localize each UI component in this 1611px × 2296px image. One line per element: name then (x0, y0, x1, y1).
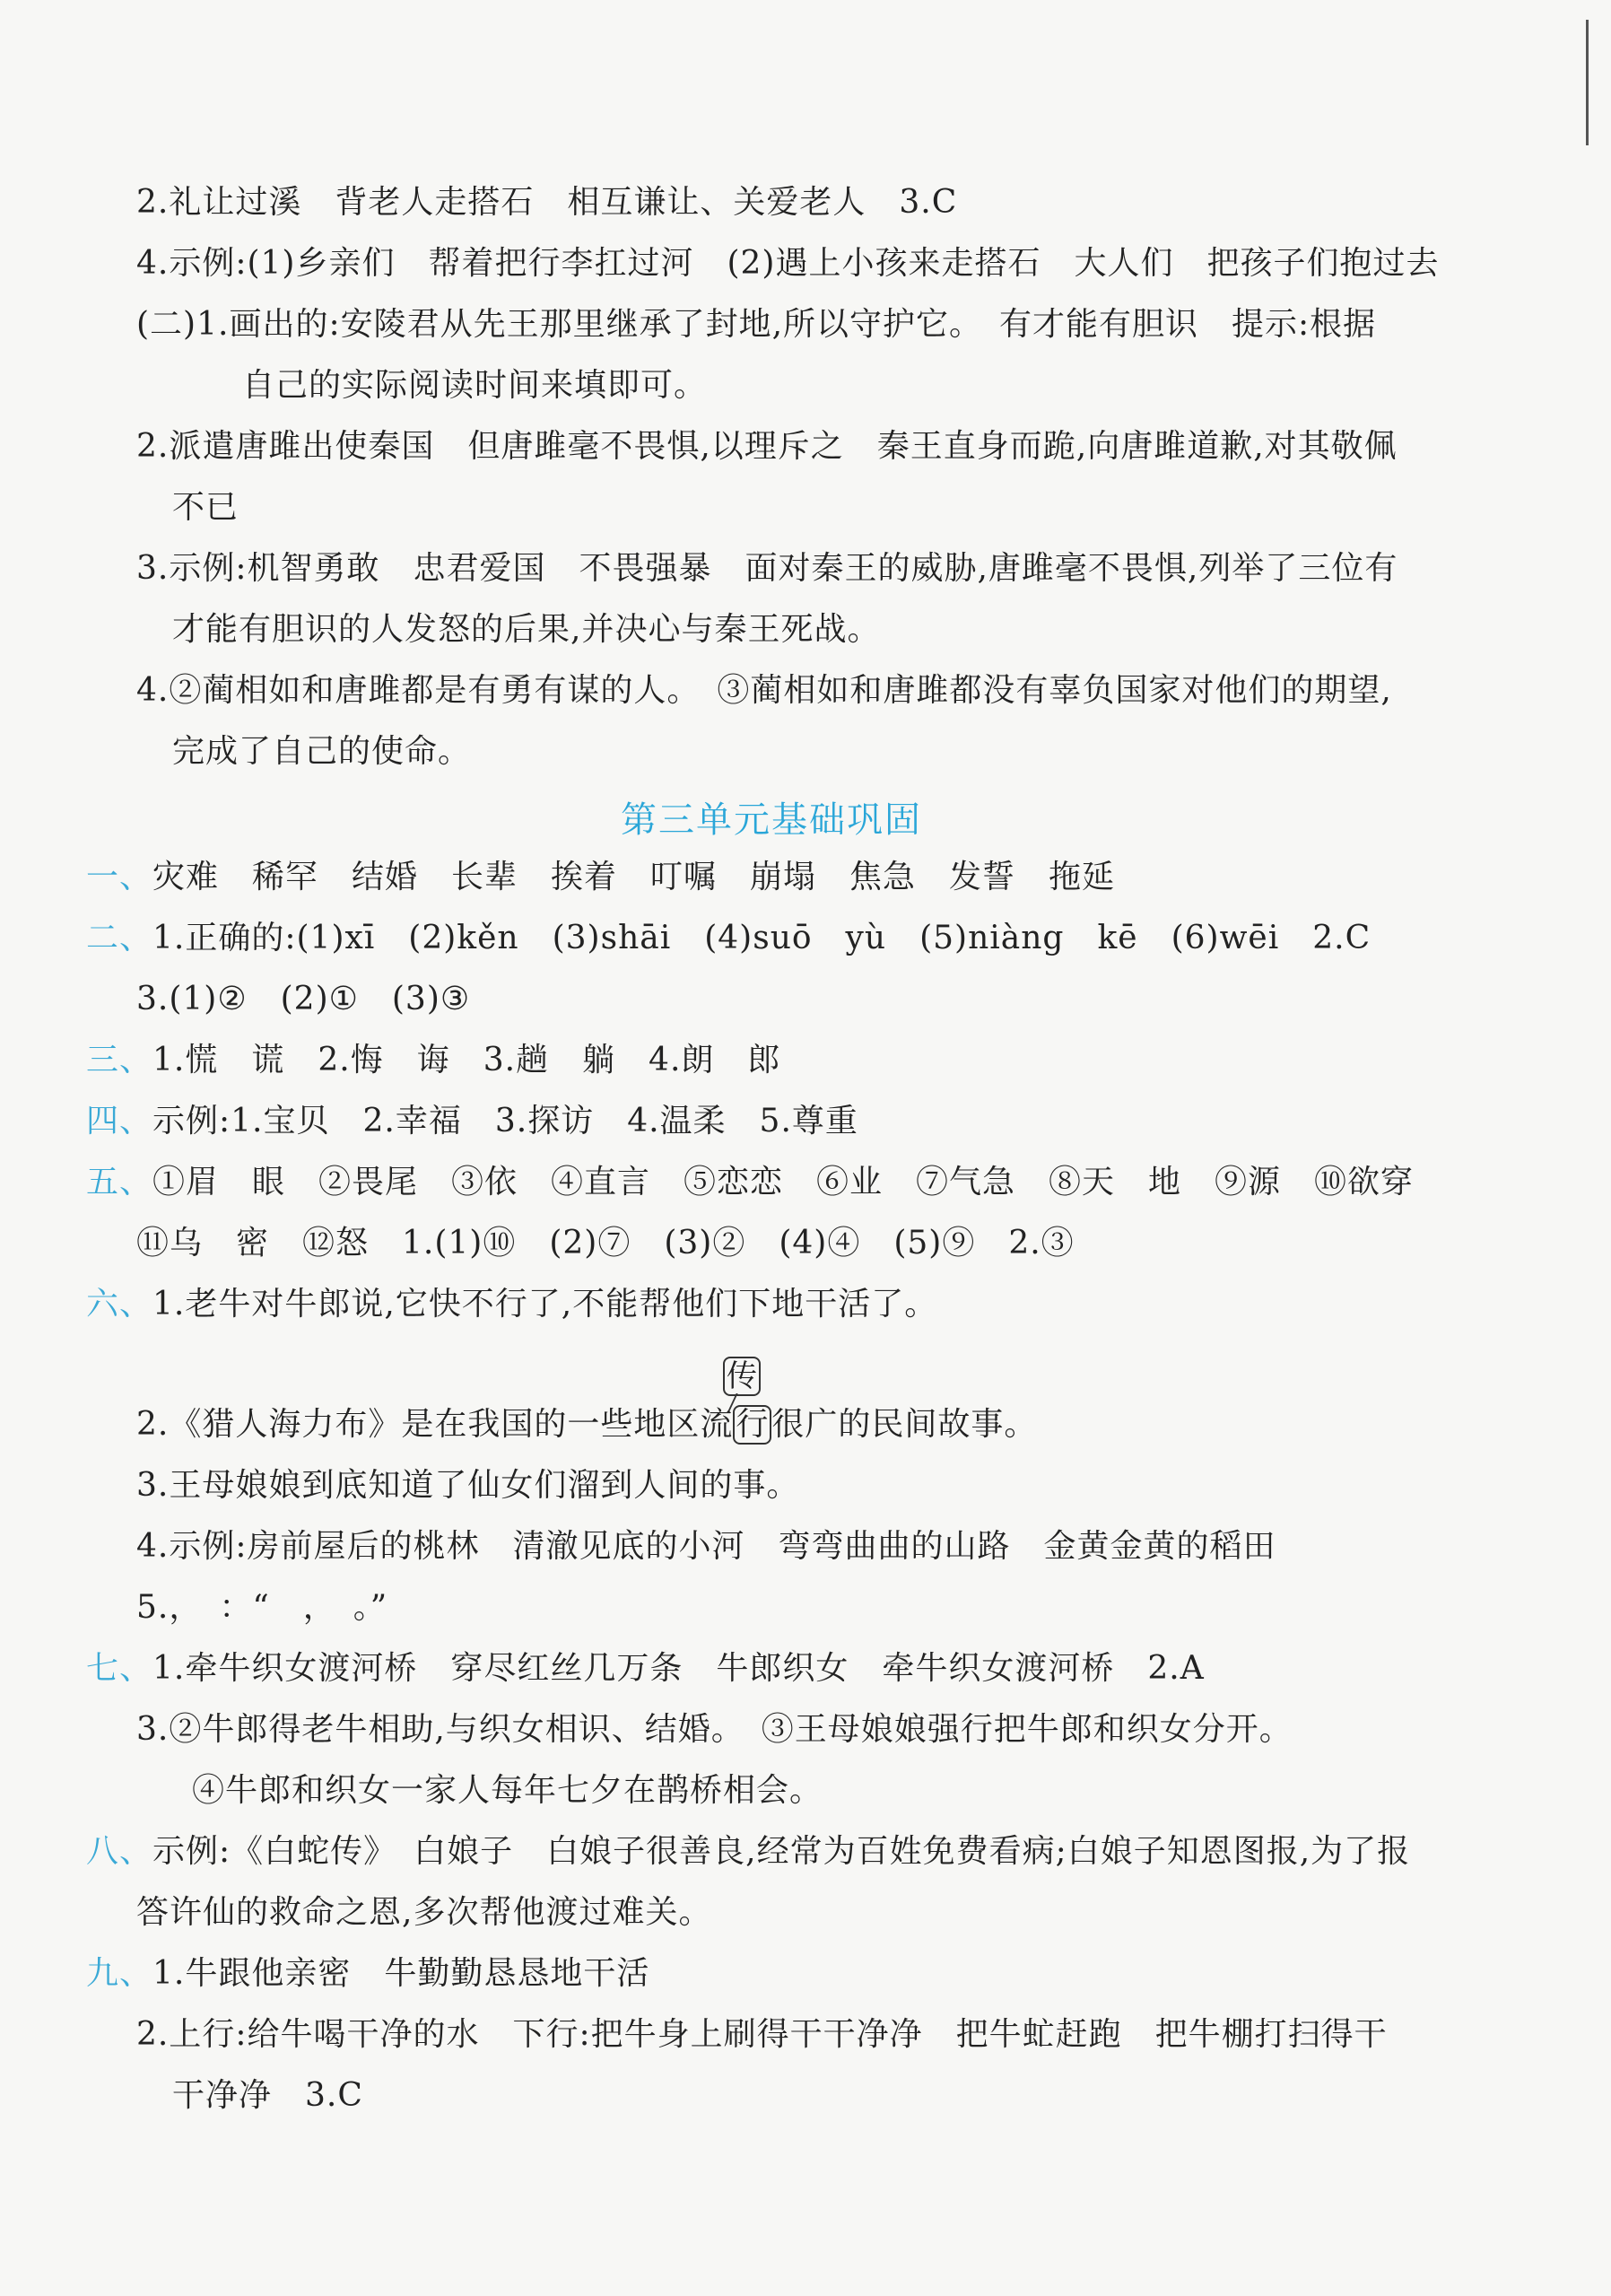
text-line: 干净净 3.C (172, 2077, 363, 2114)
text-line: 1.牵牛织女渡河桥 穿尽红丝几万条 牛郎织女 牵牛织女渡河桥 2.A (152, 1650, 1205, 1687)
text-line: 灾难 稀罕 结婚 长辈 挨着 叮嘱 崩塌 焦急 发誓 拖延 (152, 859, 1116, 895)
text-line: 2.礼让过溪 背老人走搭石 相互谦让、关爱老人 3.C (136, 184, 958, 221)
boxed-char: 行 (733, 1405, 771, 1445)
section-7 (86, 1647, 1205, 1690)
text-segment: 很广的民间故事。 (771, 1406, 1038, 1443)
section-number: 四、 (86, 1103, 153, 1139)
section-number: 一、 (86, 859, 153, 895)
text-line: 5.， ：“ ， 。” (136, 1589, 388, 1626)
text-line: ④牛郎和织女一家人每年七夕在鹊桥相会。 (192, 1772, 823, 1809)
text-line: 1.慌 谎 2.悔 诲 3.趟 躺 4.朗 郎 (152, 1042, 781, 1078)
text-line: ①眉 眼 ②畏尾 ③依 ④直言 ⑤恋恋 ⑥业 ⑦气急 ⑧天 地 ⑨源 ⑩欲穿 (152, 1164, 1415, 1200)
section-3 (86, 1039, 780, 1082)
section-number: 二、 (86, 920, 153, 956)
section-number: 五、 (86, 1164, 153, 1200)
text-line: 完成了自己的使命。 (172, 733, 472, 770)
text-line: 1.牛跟他亲密 牛勤勤恳恳地干活 (152, 1955, 650, 1992)
text-line: 示例:1.宝贝 2.幸福 3.探访 4.温柔 5.尊重 (152, 1103, 858, 1139)
text-segment: 2.《猎人海力布》是在我国的一些地区流 (136, 1406, 734, 1443)
text-line (136, 1403, 1037, 1446)
section-number: 六、 (86, 1286, 153, 1323)
section-8 (86, 1830, 1410, 1873)
text-line: ⑪乌 密 ⑫怒 1.(1)⑩ (2)⑦ (3)② (4)④ (5)⑨ 2.③ (136, 1225, 1075, 1261)
text-line: 2.派遣唐雎出使秦国 但唐雎毫不畏惧,以理斥之 秦王直身而跪,向唐雎道歉,对其敬佩 (136, 428, 1398, 465)
text-line: 4.示例:房前屋后的桃林 清澈见底的小河 弯弯曲曲的山路 金黄金黄的稻田 (136, 1528, 1276, 1565)
text-line: 4.②蔺相如和唐雎都是有勇有谋的人。 ③蔺相如和唐雎都没有辜负国家对他们的期望, (136, 672, 1392, 709)
text-line: 示例:《白蛇传》 白娘子 白娘子很善良,经常为百姓免费看病;白娘子知恩图报,为了报 (152, 1833, 1411, 1870)
text-line: 1.老牛对牛郎说,它快不行了,不能帮他们下地干活了。 (152, 1286, 938, 1323)
text-line: 3.②牛郎得老牛相助,与织女相识、结婚。 ③王母娘娘强行把牛郎和织女分开。 (136, 1711, 1293, 1748)
section-5 (86, 1161, 1414, 1204)
correction-mark: 传 (723, 1357, 761, 1396)
section-6 (86, 1283, 937, 1326)
text-line: 3.王母娘娘到底知道了仙女们溜到人间的事。 (136, 1467, 800, 1504)
text-line: 不已 (172, 489, 239, 526)
text-line: 才能有胆识的人发怒的后果,并决心与秦王死战。 (172, 611, 881, 648)
text-line: 3.示例:机智勇敢 忠君爱国 不畏强暴 面对秦王的威胁,唐雎毫不畏惧,列举了三位有 (136, 550, 1398, 587)
text-line: 2.上行:给牛喝干净的水 下行:把牛身上刷得干干净净 把牛虻赶跑 把牛棚打扫得干 (136, 2016, 1388, 2053)
section-1 (86, 856, 1115, 899)
text-line: 1.正确的:(1)xī (2)kěn (3)shāi (4)suō yù (5)niàng kē (6)wēi 2.C (152, 920, 1372, 956)
section-number: 七、 (86, 1650, 153, 1687)
section-2 (86, 917, 1371, 960)
text-line: 4.示例:(1)乡亲们 帮着把行李扛过河 (2)遇上小孩来走搭石 大人们 把孩子们抱过去 (136, 245, 1440, 282)
text-line: (二)1.画出的:安陵君从先王那里继承了封地,所以守护它。 有才能有胆识 提示:根据 (136, 306, 1377, 343)
text-line: 答许仙的救命之恩,多次帮他渡过难关。 (136, 1894, 712, 1931)
text-line: 3.(1)② (2)① (3)③ (136, 981, 471, 1017)
section-number: 九、 (86, 1955, 153, 1992)
section-number: 三、 (86, 1042, 153, 1078)
section-title: 第三单元基础巩固 (621, 799, 922, 841)
section-number: 八、 (86, 1833, 153, 1870)
section-4 (86, 1100, 858, 1143)
section-9 (86, 1952, 649, 1995)
text-line: 自己的实际阅读时间来填即可。 (242, 367, 708, 404)
